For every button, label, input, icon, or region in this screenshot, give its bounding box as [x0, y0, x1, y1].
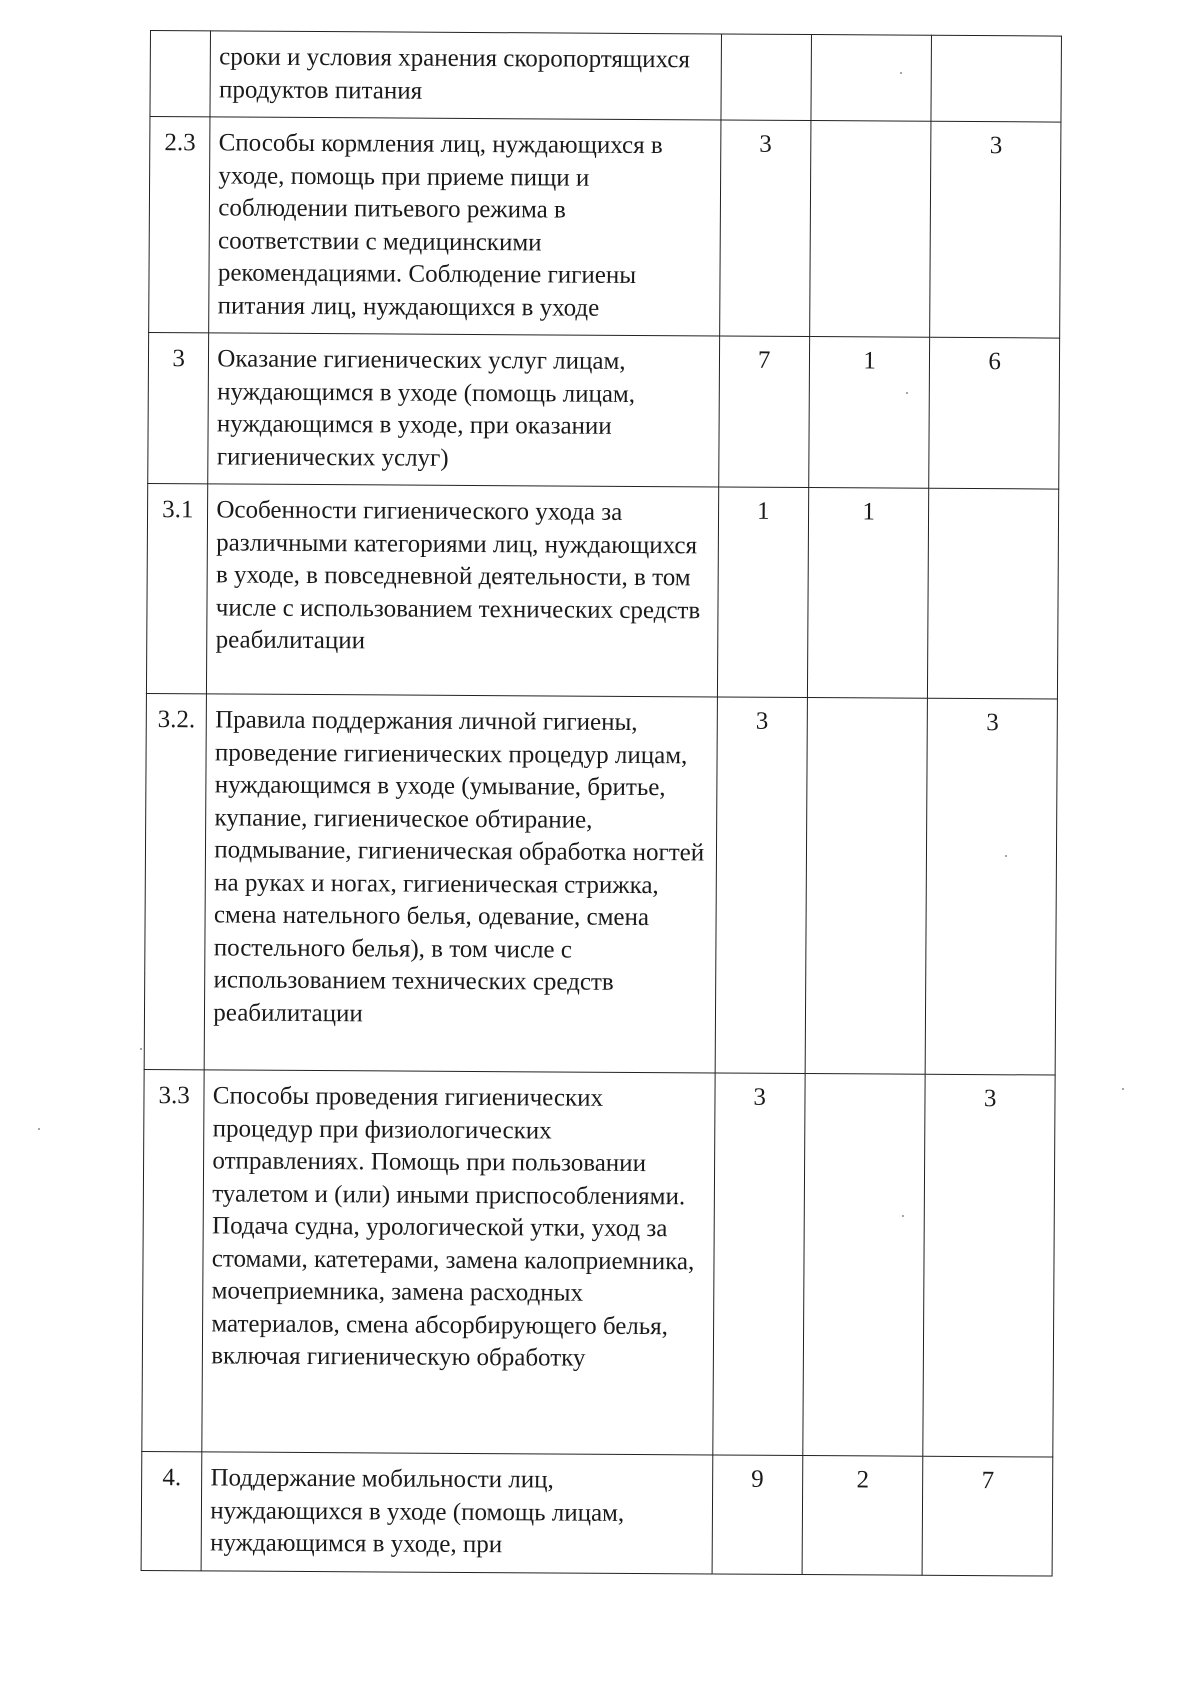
hours-total: 9: [712, 1455, 803, 1574]
curriculum-table: [141, 30, 1062, 1576]
hours-theory: 2: [802, 1456, 923, 1575]
scan-speck: [38, 1128, 40, 1130]
table-row: [142, 1069, 1055, 1457]
row-number: 4.: [141, 1451, 202, 1570]
hours-total: [721, 34, 812, 121]
row-number: [150, 31, 211, 117]
hours-theory: 1: [808, 337, 930, 489]
row-number: 3.2.: [144, 693, 207, 1069]
scan-speck: [906, 392, 908, 394]
topic-text: Правила поддержания личной гигиены, проведение гигиенических процедур лицам, нуждающимся в уходе (умывание, бритье, купание, гигиеническое обтирание, подмывание, гигиеническая обработка ногтей на руках и ногах, гигиеническая стрижка, смена нательного белья, одевание, смена постельного белья), в том числе с использованием технических средств реабилитации: [205, 694, 718, 1073]
row-number: 3: [148, 332, 209, 483]
hours-theory: [805, 698, 928, 1075]
hours-practice: 3: [923, 1074, 1055, 1457]
topic-text: Оказание гигиенических услуг лицам, нуждающимся в уходе (помощь лицам, нуждающимся в уходе, при оказании гигиенических услуг): [208, 333, 719, 487]
hours-total: 1: [717, 487, 808, 698]
hours-total: 7: [718, 336, 809, 488]
topic-text: Способы кормления лиц, нуждающихся в уходе, помощь при приеме пищи и соблюдении питьевого режима в соответствии с медицинскими рекомендациями. Соблюдение гигиены питания лиц, нуждающихся в уходе: [209, 117, 721, 336]
table-row: [150, 31, 1062, 123]
hours-practice: 3: [930, 121, 1061, 338]
scan-speck: [1005, 855, 1007, 857]
hours-theory: 1: [807, 488, 929, 699]
scan-speck: [140, 1048, 142, 1050]
hours-practice: 6: [929, 337, 1059, 489]
scan-speck: [900, 72, 902, 74]
hours-theory: [803, 1074, 926, 1457]
table-row: [149, 117, 1061, 339]
hours-theory: [811, 35, 932, 122]
row-number: 2.3: [149, 117, 211, 333]
table-row: [141, 1451, 1053, 1575]
topic-text: Особенности гигиенического ухода за различными категориями лиц, нуждающихся в уходе, в повседневной деятельности, в том числе с использованием технических средств реабилитации: [207, 484, 719, 697]
table-row: [146, 483, 1058, 699]
topic-text: Способы проведения гигиенических процедур при физиологических отправлениях. Помощь при пользовании туалетом и (или) иными приспособлениями. Подача судна, урологической утки, уход за стомами, катетерами, замена калоприемника, мочеприемника, замена расходных материалов, смена абсорбирующего белья, включая гигиеническую обработку: [202, 1070, 715, 1455]
topic-text: сроки и условия хранения скоропортящихся продуктов питания: [210, 31, 721, 120]
hours-practice: 3: [926, 698, 1058, 1075]
table-row: [148, 332, 1060, 489]
topic-text: Поддержание мобильности лиц, нуждающихся в уходе (помощь лицам, нуждающимся в уходе, при: [201, 1452, 712, 1574]
hours-theory: [809, 121, 931, 338]
row-number: 3.1: [146, 483, 208, 693]
hours-practice: [928, 488, 1059, 699]
scan-speck: [902, 1215, 904, 1217]
hours-total: 3: [719, 120, 810, 337]
hours-total: 3: [713, 1073, 805, 1456]
hours-total: 3: [715, 697, 807, 1074]
scan-speck: [1122, 1088, 1124, 1090]
row-number: 3.3: [142, 1069, 205, 1451]
hours-practice: [931, 35, 1061, 122]
hours-practice: 7: [923, 1456, 1053, 1575]
table-row: [144, 693, 1057, 1075]
